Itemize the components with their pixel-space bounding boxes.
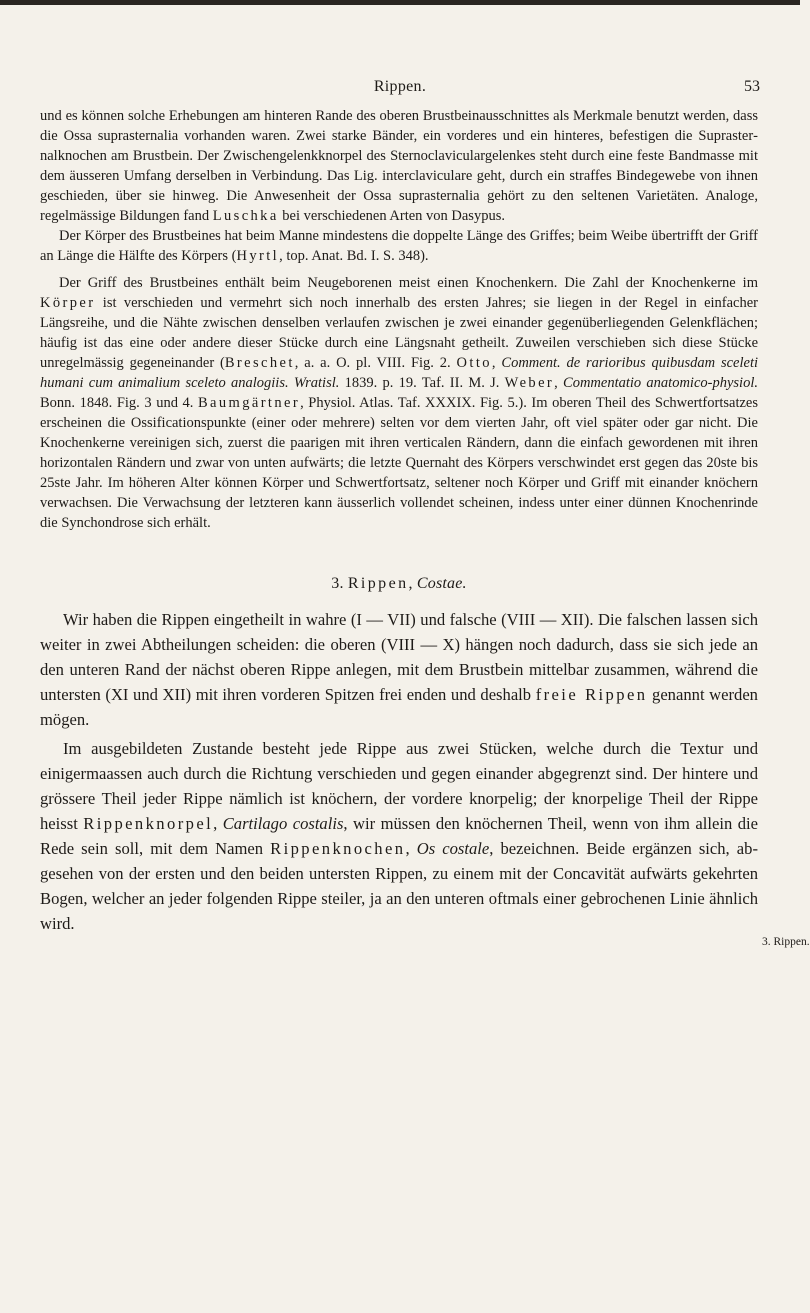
section-title: Rippen bbox=[347, 575, 409, 592]
author-name: Luschka bbox=[212, 208, 279, 224]
author-name: Breschet bbox=[224, 355, 295, 371]
paragraph-ossification: Der Griff des Brustbeines enthält beim Neugeborenen meist einen Knochenkern. Die Zahl der Knochenkerne im Körper ist verschieden und vermehrt sich noch innerhalb des ersten Jahres; sie liegen in der Regel in einfacher Längsreihe, und die Nähte zwischen denselben verlaufen zwischen je zwei einander gegenüberliegenden Gelenkflächen; häufig ist das eine oder andere dieser Stücke durch eine Längsnaht getheilt. Zuweilen verschieben sich diese Stücke unregelmässig gegeneinander (Breschet, a. a. O. pl. VIII. Fig. 2. Otto, Comment. de rarioribus quibusdam sceleti humani cum animalium sceleto analogiis. Wratisl. 1839. p. 19. Taf. II. M. J. Weber, Commentatio anatomico-physiol. Bonn. 1848. Fig. 3 und 4. Baumgärtner, Physiol. Atlas. Taf. XXXIX. Fig. 5.). Im oberen Theil des Schwertfortsatzes erscheinen die Ossificationspunkte (einer oder mehrere) selten vor dem vierten Jahr, oft viel später oder gar nicht. Die Knochenkerne vereinigen sich, zuerst die paarigen mit ihren verticalen Rändern, dann die einfach gewordenen mit ihren horizontalen Rändern und zwar von unten aufwärts; die letzte Quernaht des Körpers verschwindet erst gegen das 20ste bis 25ste Jahr. Im höheren Alter können Körper und Schwertfortsatz, seltener noch Körper und Griff mit einander knöchern verwachsen. Die Verwachsung der letzteren kann äusserlich vollendet scheinen, indess unter einer dünnen Knochenrinde die Synchondrose sich erhält. bbox=[40, 275, 759, 531]
citation-title: Comment. de rarioribus quibusdam sceleti humani cum animalium sceleto analogiis. Wratisl. bbox=[40, 355, 759, 391]
top-border bbox=[0, 0, 800, 5]
author-name: Otto bbox=[456, 355, 492, 371]
author-name: Weber bbox=[504, 375, 555, 391]
latin-term: Os costale bbox=[416, 839, 490, 858]
margin-note: 3. Rippen. bbox=[762, 936, 810, 948]
running-title: Rippen. bbox=[373, 78, 427, 95]
paragraph-sternum-length: Der Körper des Brustbeines hat beim Manne mindestens die doppelte Länge des Griffes; beim Weibe übertrifft der Griff an Länge die Hälfte des Körpers (Hyrtl, top. Anat. Bd. I. S. 348). bbox=[40, 228, 758, 264]
term-highlight: freie Rippen bbox=[535, 685, 648, 704]
text-body bbox=[40, 106, 758, 936]
page-header bbox=[40, 78, 760, 102]
latin-term: Cartilago costalis bbox=[222, 814, 344, 833]
paragraph-suprasternal: und es können solche Erhebungen am hinteren Rande des oberen Brustbeinausschnittes als Merkmale benutzt werden, dass die Ossa suprasternalia vorhanden waren. Zwei starke Bänder, ein vorderes und ein hinteres, befestigen die Suprasternalknochen am Brustbein. Der Zwischengelenkknorpel des Sternoclaviculargelenkes steht durch eine feste Bandmasse mit dem äusseren Umfang derselben in Verbindung. Das Lig. interclaviculare geht, durch ein straffes Bindegewebe von ihnen geschieden, über sie hinweg. Die Anwesenheit der Ossa suprasternalia gehört zu den seltenen Varietäten. Analoge, regelmässige Bildungen fand Luschka bei verschiedenen Arten von Dasypus. bbox=[40, 108, 758, 224]
section-number: 3. bbox=[331, 575, 344, 592]
term-highlight: Rippenknorpel bbox=[83, 814, 214, 833]
section-heading: 3. Rippen, Costae. bbox=[331, 575, 467, 592]
section-title-latin: Costae. bbox=[416, 575, 467, 592]
paragraph-rib-structure: Im ausgebildeten Zustande besteht jede Rippe aus zwei Stücken, welche durch die Textur und einigermaassen auch durch die Richtung verschieden und gegen einander abgegrenzt sind. Der hintere und grössere Theil jeder Rippe nämlich ist knöchern, der vordere knorpelig; der knorpelige Theil der Rippe heisst Rippenknorpel, Cartilago costalis, wir müssen den knöchernen Theil, wenn von ihm allein die Rede sein soll, mit dem Namen Rippenknochen, Os costale, bezeichnen. Beide ergänzen sich, abgesehen von der ersten und den beiden untersten Rippen, zu einem mit der Concavität aufwärts gekehrten Bogen, welcher an jeder folgenden Rippe steiler, ja an den unteren oftmals einer gebrochenen Linie ähnlich wird. bbox=[40, 739, 758, 933]
main-text-section bbox=[40, 607, 758, 936]
term-highlight: Rippenknochen bbox=[270, 839, 406, 858]
paragraph-rib-classification: Wir haben die Rippen eingetheilt in wahre (I — VII) und falsche (VIII — XII). Die falschen lassen sich weiter in zwei Abtheilungen scheiden: die oberen (VIII — X) hängen noch dadurch, dass sie sich jede an den unteren Rand der nächst oberen Rippe anlegen, mit dem Brustbein mittelbar zusammen, während die untersten (XI und XII) mit ihren vorderen Spitzen frei enden und deshalb freie Rippen genannt werden mögen. bbox=[40, 610, 758, 729]
author-name: Baumgärtner bbox=[197, 395, 301, 411]
author-name: Hyrtl bbox=[236, 248, 280, 264]
small-print-section bbox=[40, 106, 758, 533]
page-number: 53 bbox=[744, 78, 760, 95]
citation-title: Commentatio anatomico-physiol. bbox=[563, 375, 758, 391]
